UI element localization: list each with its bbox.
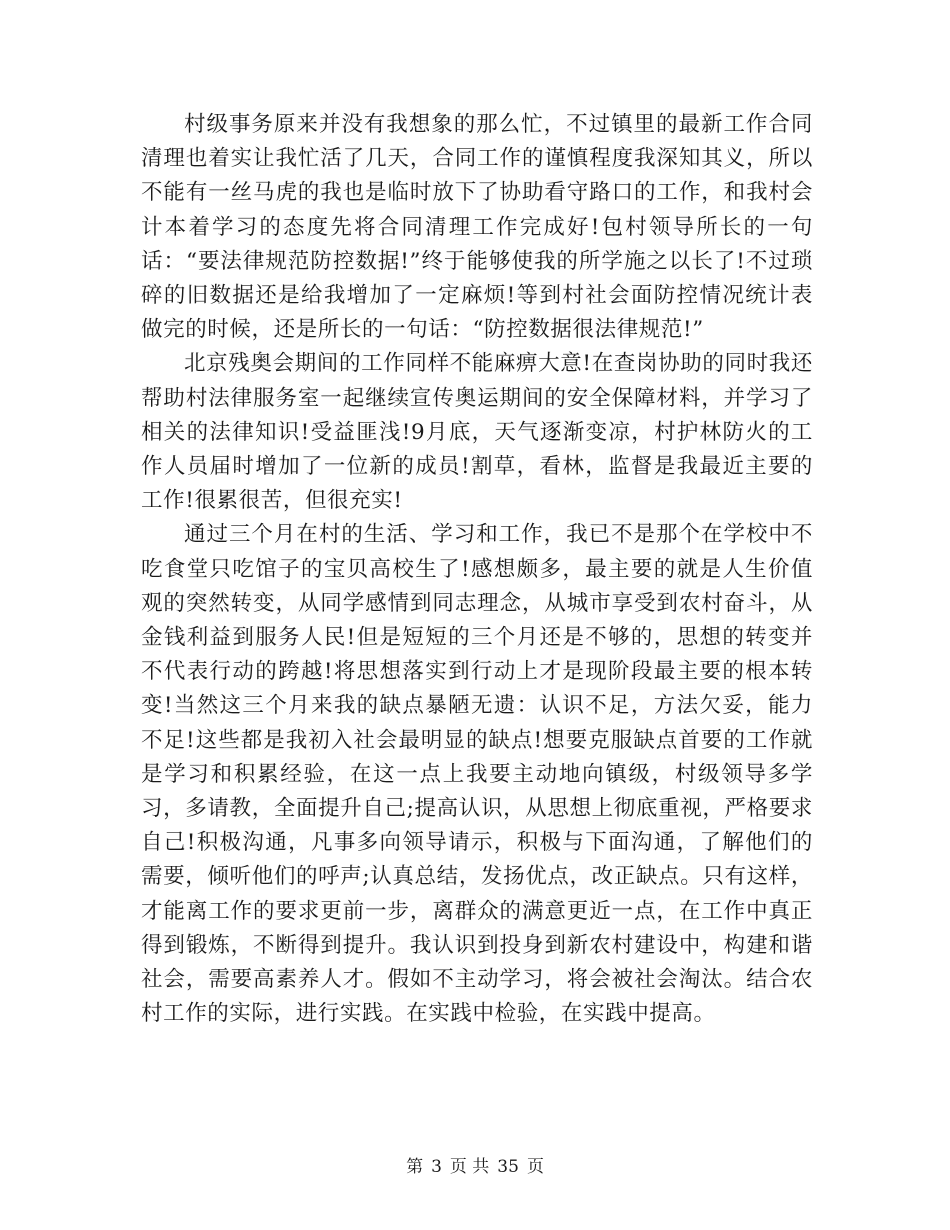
footer-prefix: 第	[406, 1157, 424, 1177]
document-body	[141, 108, 813, 1031]
footer-total-pages: 35	[497, 1157, 519, 1177]
paragraph-3: 通过三个月在村的生活、学习和工作，我已不是那个在学校中不吃食堂只吃馆子的宝贝高校生了!感想颇多，最主要的就是人生价值观的突然转变，从同学感情到同志理念，从城市享受到农村奋斗，从金钱利益到服务人民!但是短短的三个月还是不够的，思想的转变并不代表行动的跨越!将思想落实到行动上才是现阶段最主要的根本转变!当然这三个月来我的缺点暴陋无遗：认识不足，方法欠妥，能力不足!这些都是我初入社会最明显的缺点!想要克服缺点首要的工作就是学习和积累经验，在这一点上我要主动地向镇级，村级领导多学习，多请教，全面提升自己;提高认识，从思想上彻底重视，严格要求自己!积极沟通，凡事多向领导请示，积极与下面沟通，了解他们的需要，倾听他们的呼声;认真总结，发扬优点，改正缺点。只有这样，才能离工作的要求更前一步，离群众的满意更近一点，在工作中真正得到锻炼，不断得到提升。我认识到投身到新农村建设中，构建和谐社会，需要高素养人才。假如不主动学习，将会被社会淘汰。结合农村工作的实际，进行实践。在实践中检验，在实践中提高。	[141, 522, 813, 1027]
footer-suffix: 页	[526, 1157, 544, 1177]
paragraph-1: 村级事务原来并没有我想象的那么忙，不过镇里的最新工作合同清理也着实让我忙活了几天，合同工作的谨慎程度我深知其义，所以不能有一丝马虎的我也是临时放下了协助看守路口的工作，和我村会计本着学习的态度先将合同清理工作完成好!包村领导所长的一句话：“要法律规范防控数据!”终于能够使我的所学施之以长了!不过琐碎的旧数据还是给我增加了一定麻烦!等到村社会面防控情况统计表做完的时候，还是所长的一句话：“防控数据很法律规范!”	[141, 112, 813, 343]
footer-page-number: 3	[431, 1157, 442, 1177]
paragraph-2: 北京残奥会期间的工作同样不能麻痹大意!在查岗协助的同时我还帮助村法律服务室一起继续宣传奥运期间的安全保障材料，并学习了相关的法律知识!受益匪浅!9月底，天气逐渐变凉，村护林防火的工作人员届时增加了一位新的成员!割草，看林，监督是我最近主要的工作!很累很苦，但很充实!	[141, 351, 813, 514]
page-footer	[0, 1152, 950, 1177]
footer-middle: 页 共	[449, 1157, 490, 1177]
